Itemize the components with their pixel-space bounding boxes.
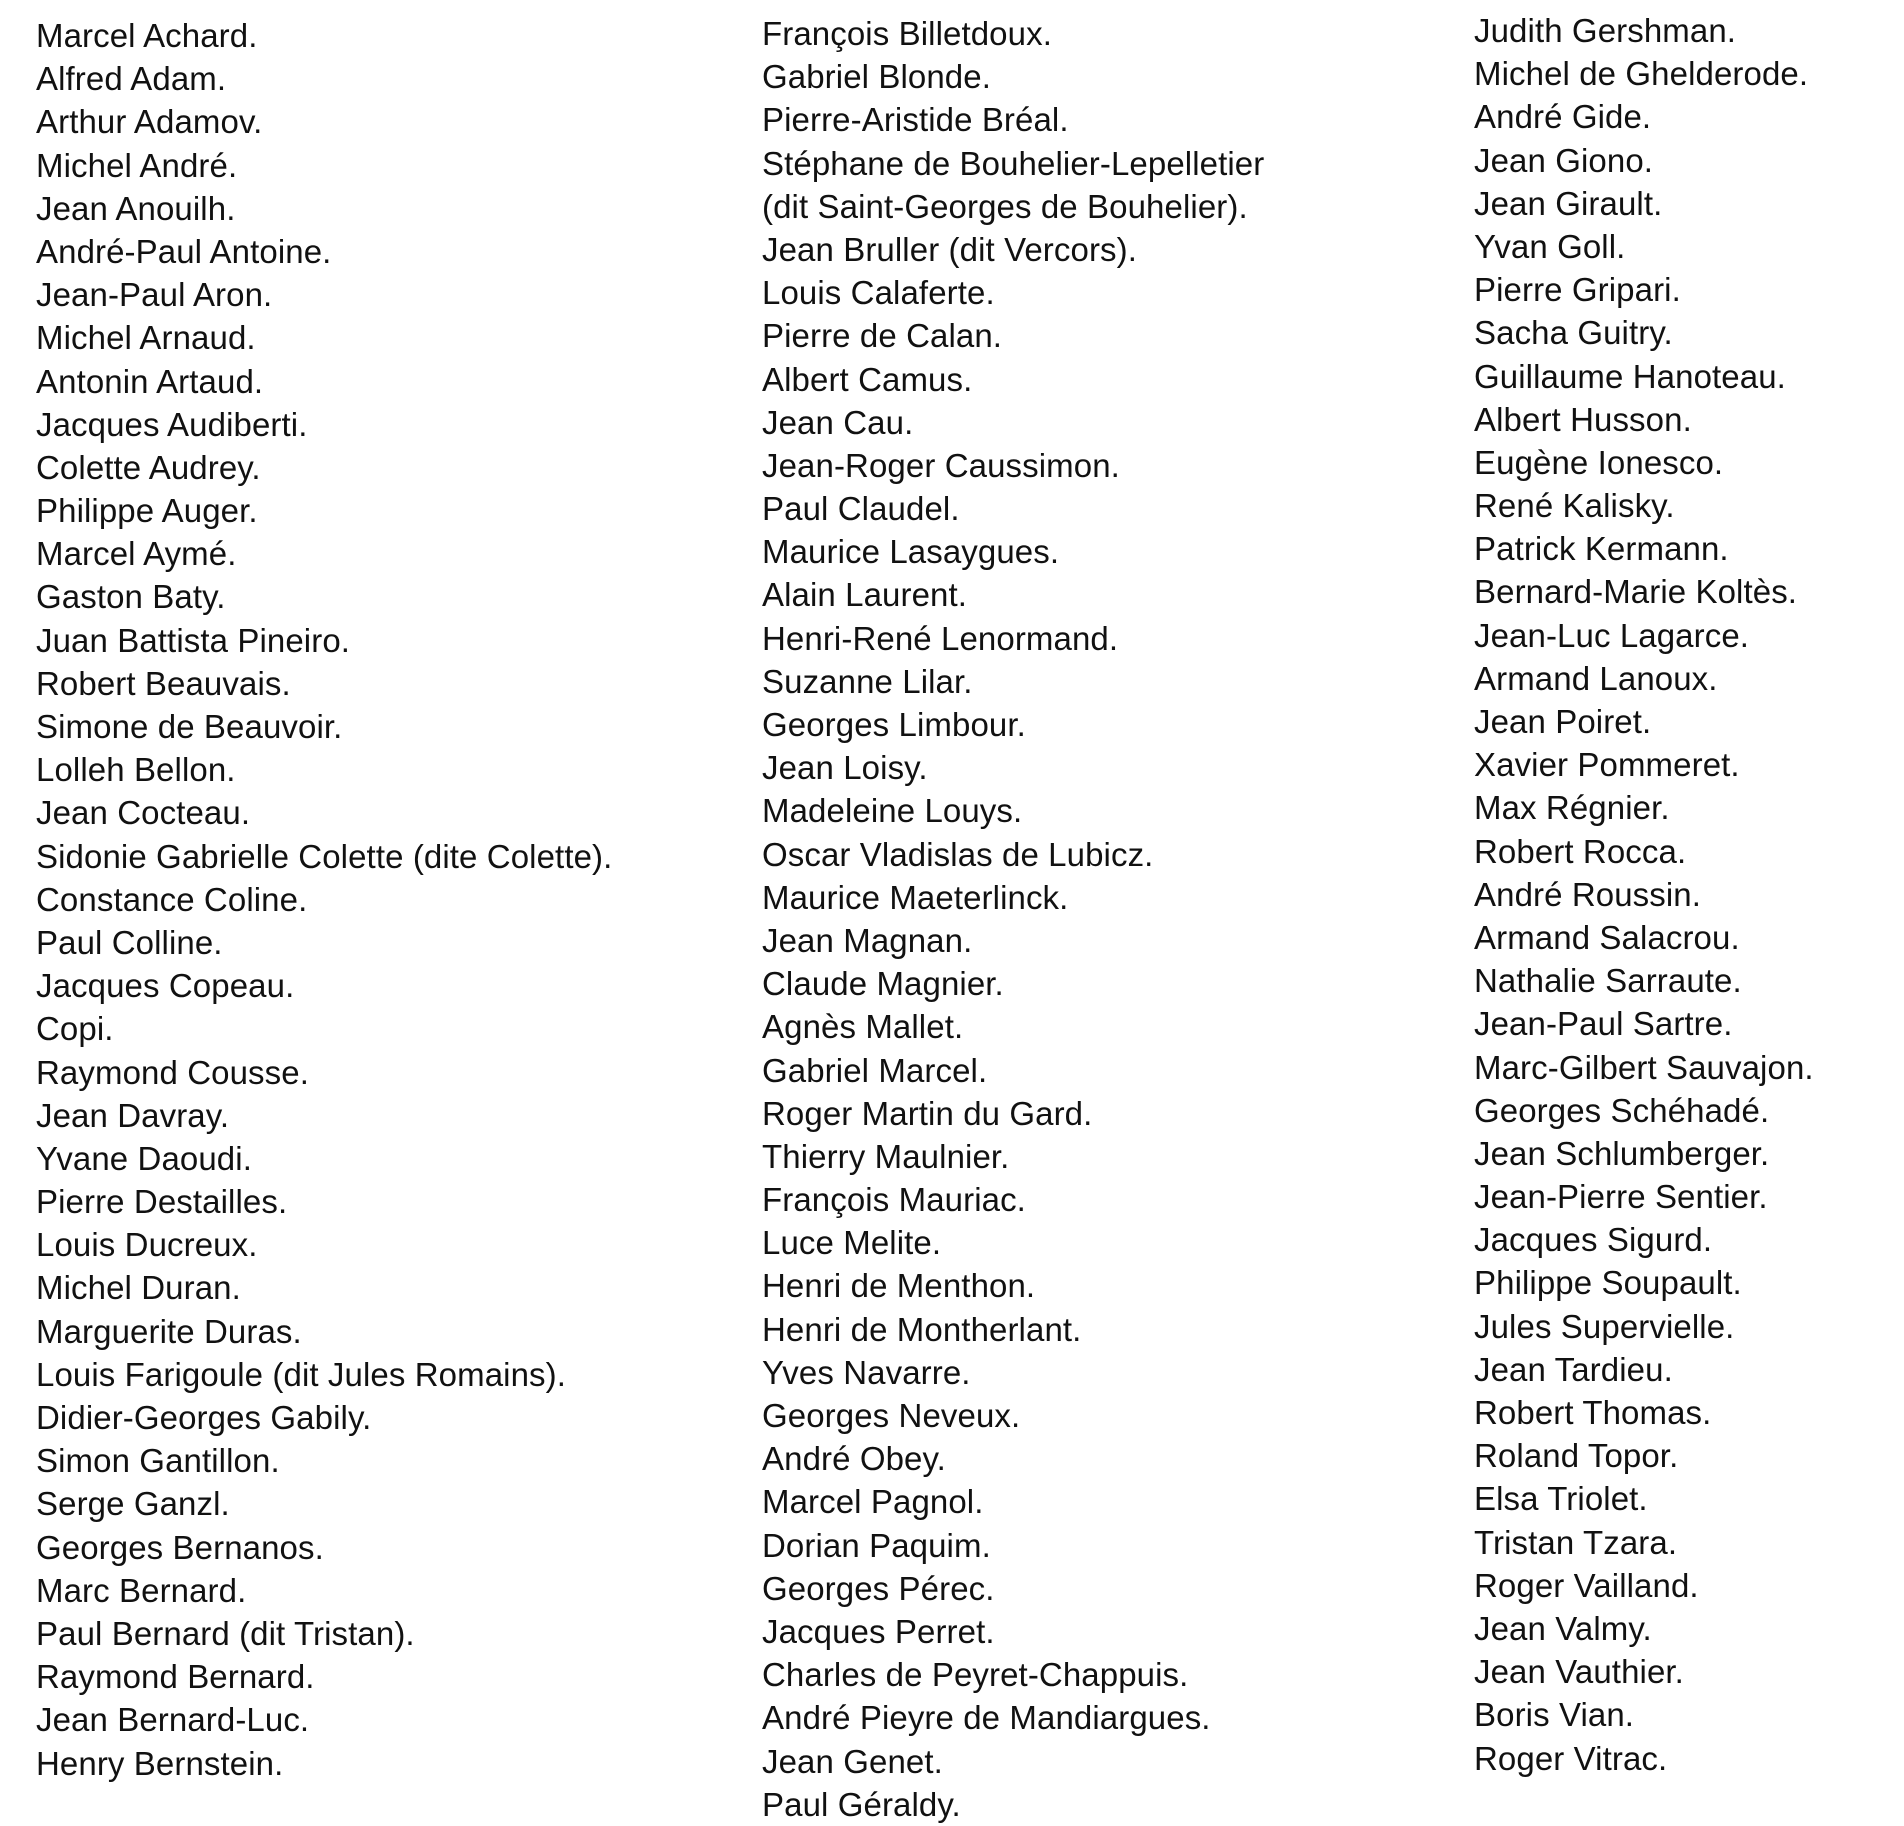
name-entry: Pierre de Calan. <box>762 317 1003 355</box>
name-entry: Albert Camus. <box>762 360 973 398</box>
name-entry: Judith Gershman. <box>1474 12 1737 49</box>
name-entry: Serge Ganzl. <box>36 1485 230 1523</box>
name-entry: Max Régnier. <box>1474 789 1670 827</box>
name-entry: Pierre Destailles. <box>36 1183 288 1221</box>
name-entry: Jean-Pierre Sentier. <box>1474 1178 1768 1216</box>
name-entry: Tristan Tzara. <box>1474 1523 1678 1561</box>
name-entry: Jean Genet. <box>762 1742 943 1780</box>
name-entry: Yves Navarre. <box>762 1353 971 1391</box>
name-entry: Pierre-Aristide Bréal. <box>762 101 1069 139</box>
name-entry: André Obey. <box>762 1440 946 1478</box>
name-entry: Maurice Maeterlinck. <box>762 878 1069 916</box>
name-entry: Stéphane de Bouhelier-Lepelletier <box>762 144 1265 182</box>
name-entry: Armand Salacrou. <box>1474 918 1740 956</box>
name-entry: Henri de Menthon. <box>762 1267 1036 1305</box>
name-entry: Claude Magnier. <box>762 965 1004 1003</box>
name-entry: Jean-Roger Caussimon. <box>762 446 1120 484</box>
name-entry: Jean Poiret. <box>1474 703 1652 740</box>
name-entry: Georges Pérec. <box>762 1569 995 1607</box>
name-entry: Jacques Copeau. <box>36 967 295 1005</box>
name-entry: Simon Gantillon. <box>36 1442 280 1480</box>
name-entry: Luce Melite. <box>762 1224 942 1262</box>
name-entry: Marcel Achard. <box>36 17 258 54</box>
name-entry: Jean Cocteau. <box>36 794 251 832</box>
name-entry: Jean Schlumberger. <box>1474 1134 1770 1172</box>
name-entry: Alfred Adam. <box>36 60 227 98</box>
name-entry: Xavier Pommeret. <box>1474 746 1740 784</box>
name-entry: Henry Bernstein. <box>36 1744 284 1782</box>
name-entry: Albert Husson. <box>1474 400 1692 438</box>
name-entry: Michel André. <box>36 146 238 184</box>
name-entry: François Mauriac. <box>762 1181 1026 1219</box>
name-entry: Juan Battista Pineiro. <box>36 621 351 659</box>
name-entry: Roland Topor. <box>1474 1437 1679 1475</box>
name-entry: Elsa Triolet. <box>1474 1480 1648 1518</box>
name-entry: Robert Rocca. <box>1474 832 1687 870</box>
name-entry: Copi. <box>36 1010 114 1048</box>
name-entry: Paul Bernard (dit Tristan). <box>36 1614 415 1652</box>
name-entry: Marc Bernard. <box>36 1571 247 1609</box>
name-entry: Georges Neveux. <box>762 1397 1021 1434</box>
name-entry: Gabriel Marcel. <box>762 1051 988 1089</box>
name-entry: Oscar Vladislas de Lubicz. <box>762 835 1154 873</box>
name-entry: Simone de Beauvoir. <box>36 708 343 745</box>
name-entry: Jean Giono. <box>1474 141 1654 179</box>
name-entry: Jean Bruller (dit Vercors). <box>762 230 1137 268</box>
name-entry: Marcel Aymé. <box>36 535 237 573</box>
name-entry: Gabriel Blonde. <box>762 58 991 96</box>
name-entry: Arthur Adamov. <box>36 103 263 141</box>
name-entry: Nathalie Sarraute. <box>1474 962 1742 1000</box>
name-entry: Georges Limbour. <box>762 706 1026 743</box>
name-entry: Henri-René Lenormand. <box>762 619 1119 657</box>
name-entry: Boris Vian. <box>1474 1696 1635 1734</box>
name-entry: Roger Martin du Gard. <box>762 1094 1093 1132</box>
name-entry: Louis Farigoule (dit Jules Romains). <box>36 1355 566 1393</box>
name-entry: Thierry Maulnier. <box>762 1137 1010 1175</box>
name-entry: Suzanne Lilar. <box>762 662 973 700</box>
name-entry: Antonin Artaud. <box>36 362 264 400</box>
name-entry: Jean Girault. <box>1474 184 1663 222</box>
name-entry: Jean Cau. <box>762 403 914 441</box>
name-entry: Eugène Ionesco. <box>1474 443 1724 481</box>
name-entry: Agnès Mallet. <box>762 1008 964 1046</box>
name-column-1 <box>36 14 736 1785</box>
name-entry: Marc-Gilbert Sauvajon. <box>1474 1048 1814 1086</box>
name-entry: Lolleh Bellon. <box>36 751 236 789</box>
name-entry: Guillaume Hanoteau. <box>1474 357 1786 395</box>
name-entry: Gaston Baty. <box>36 578 226 616</box>
name-column-2 <box>762 12 1462 1826</box>
name-entry: Jean Anouilh. <box>36 189 236 227</box>
name-entry: Michel Arnaud. <box>36 319 256 357</box>
name-entry: Marguerite Duras. <box>36 1312 302 1350</box>
name-entry: Henri de Montherlant. <box>762 1310 1082 1348</box>
name-entry: Michel Duran. <box>36 1269 241 1307</box>
name-entry: Yvan Goll. <box>1474 227 1626 265</box>
name-entry: André Roussin. <box>1474 875 1702 913</box>
name-entry: Raymond Cousse. <box>36 1053 309 1091</box>
name-entry: Jacques Perret. <box>762 1612 995 1650</box>
name-entry: (dit Saint-Georges de Bouhelier). <box>762 187 1248 225</box>
name-entry: Jean-Paul Aron. <box>36 276 273 314</box>
name-entry: Dorian Paquim. <box>762 1526 991 1564</box>
name-entry: Paul Géraldy. <box>762 1785 961 1823</box>
name-entry: Constance Coline. <box>36 880 308 918</box>
name-entry: Colette Audrey. <box>36 448 261 486</box>
name-column-3 <box>1474 9 1894 1780</box>
name-entry: Jacques Audiberti. <box>36 405 308 443</box>
name-entry: Jean Loisy. <box>762 749 928 787</box>
name-entry: Georges Schéhadé. <box>1474 1091 1770 1129</box>
name-entry: Robert Thomas. <box>1474 1394 1712 1431</box>
name-entry: Yvane Daoudi. <box>36 1139 252 1177</box>
name-entry: Bernard-Marie Koltès. <box>1474 573 1798 611</box>
name-entry: Roger Vailland. <box>1474 1566 1699 1604</box>
name-entry: Jean Vauthier. <box>1474 1653 1684 1691</box>
name-entry: Armand Lanoux. <box>1474 659 1718 697</box>
name-entry: Patrick Kermann. <box>1474 530 1729 568</box>
name-entry: Raymond Bernard. <box>36 1658 315 1696</box>
name-entry: Philippe Soupault. <box>1474 1264 1742 1302</box>
name-entry: Jean Bernard-Luc. <box>36 1701 310 1739</box>
name-entry: Jean Davray. <box>36 1096 230 1134</box>
name-entry: Jean-Luc Lagarce. <box>1474 616 1750 654</box>
name-entry: Michel de Ghelderode. <box>1474 55 1809 93</box>
name-entry: Charles de Peyret-Chappuis. <box>762 1656 1189 1694</box>
name-entry: Jean-Paul Sartre. <box>1474 1005 1733 1043</box>
name-entry: Alain Laurent. <box>762 576 968 614</box>
name-entry: François Billetdoux. <box>762 15 1052 52</box>
name-entry: Marcel Pagnol. <box>762 1483 984 1521</box>
name-entry: Paul Claudel. <box>762 490 960 528</box>
name-entry: Sacha Guitry. <box>1474 314 1673 352</box>
name-entry: René Kalisky. <box>1474 487 1675 525</box>
name-entry: Jules Supervielle. <box>1474 1307 1735 1345</box>
name-entry: Louis Ducreux. <box>36 1226 258 1264</box>
name-entry: Sidonie Gabrielle Colette (dite Colette). <box>36 837 613 875</box>
name-entry: Roger Vitrac. <box>1474 1739 1668 1777</box>
name-entry: Pierre Gripari. <box>1474 271 1681 309</box>
name-entry: André Gide. <box>1474 98 1652 136</box>
name-entry: Jean Tardieu. <box>1474 1350 1673 1388</box>
name-entry: Robert Beauvais. <box>36 664 291 702</box>
name-entry: Madeleine Louys. <box>762 792 1023 830</box>
name-entry: Paul Colline. <box>36 923 223 961</box>
name-entry: Jean Valmy. <box>1474 1609 1652 1647</box>
name-entry: Maurice Lasaygues. <box>762 533 1060 571</box>
name-entry: André-Paul Antoine. <box>36 232 332 270</box>
name-entry: Jean Magnan. <box>762 921 973 959</box>
name-entry: Georges Bernanos. <box>36 1528 324 1566</box>
name-entry: Philippe Auger. <box>36 492 258 530</box>
name-entry: André Pieyre de Mandiargues. <box>762 1699 1211 1737</box>
name-entry: Louis Calaferte. <box>762 274 995 312</box>
name-entry: Didier-Georges Gabily. <box>36 1399 372 1436</box>
name-entry: Jacques Sigurd. <box>1474 1221 1713 1259</box>
